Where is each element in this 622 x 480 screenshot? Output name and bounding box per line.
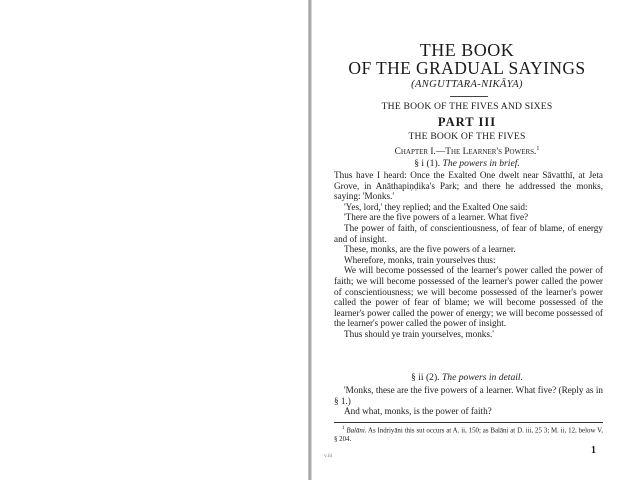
left-page-blank [0,0,308,480]
part-heading: PART III [437,115,497,129]
paragraph: Thus should ye train yourselves, monks.' [344,328,494,339]
section-1-label: § i (1). [414,158,441,169]
page-number: 1 [591,445,596,456]
title-line-1: THE BOOK [419,40,515,60]
section-2-body [334,385,603,417]
paragraph: The power of faith, of conscientiousness, of fear of blame, of energy and of insight. [334,222,603,244]
section-2-label: § ii (2). [411,372,440,383]
book-heading: THE BOOK OF THE FIVES AND SIXES [381,101,553,112]
title-line-2: OF THE GRADUAL SAYINGS [348,58,586,78]
title-divider [450,96,488,97]
chapter-name: The Learner's Powers. [445,147,537,158]
footnote-marker: 1 [342,426,345,431]
paragraph: These, monks, are the five powers of a learner. [344,244,516,255]
paragraph: 'Yes, lord,' they replied; and the Exalted One said: [344,201,528,212]
section-1-title: The powers in brief. [442,158,520,169]
chapter-prefix: Chapter I.— [394,147,446,158]
section-2-heading [312,372,622,383]
paragraph: Thus have I heard: Once the Exalted One dwelt near Sāvatthī, at Jeta Grove, in Anāthapiṇḍika's Park; and there he addressed the monks, saying: 'Monks.' [334,170,603,202]
section-1-body [334,170,603,340]
footnote-lead: Balāni. [346,427,367,435]
paragraph: Wherefore, monks, train yourselves thus: [344,254,496,265]
paragraph: We will become possessed of the learner's power called the power of faith; we will become possessed of the learner's power called the power of conscientiousness; we will become possessed of the learner's power called the power of fear of blame; we will become possessed of the learner's power called the power of energy; we will become possessed of the learner's power called the power of insight. [334,265,603,329]
paragraph: And what, monks, is the power of faith? [344,406,492,417]
paragraph: 'There are the five powers of a learner. What five? [344,212,529,223]
printer-signature: v.iii [324,453,333,459]
paragraph: 'Monks, these are the five powers of a learner. What five? (Reply as in § 1.) [334,385,603,406]
right-page [312,0,622,480]
book-fives-heading: THE BOOK OF THE FIVES [408,131,526,142]
subtitle: (ANGUTTARA-NIKĀYA) [411,79,523,90]
footnote-rule [334,422,603,423]
section-2-title: The powers in detail. [441,372,523,383]
chapter-heading [312,146,622,157]
footnote-text: As Indriyāni this sut occurs at A. ii, 150; as Balāni at D. iii, 25 3; M. ii, 12, below V, § 204. [334,427,603,443]
section-1-heading [312,158,622,169]
chapter-footnote-ref: 1 [536,146,540,152]
footnote [334,425,603,444]
